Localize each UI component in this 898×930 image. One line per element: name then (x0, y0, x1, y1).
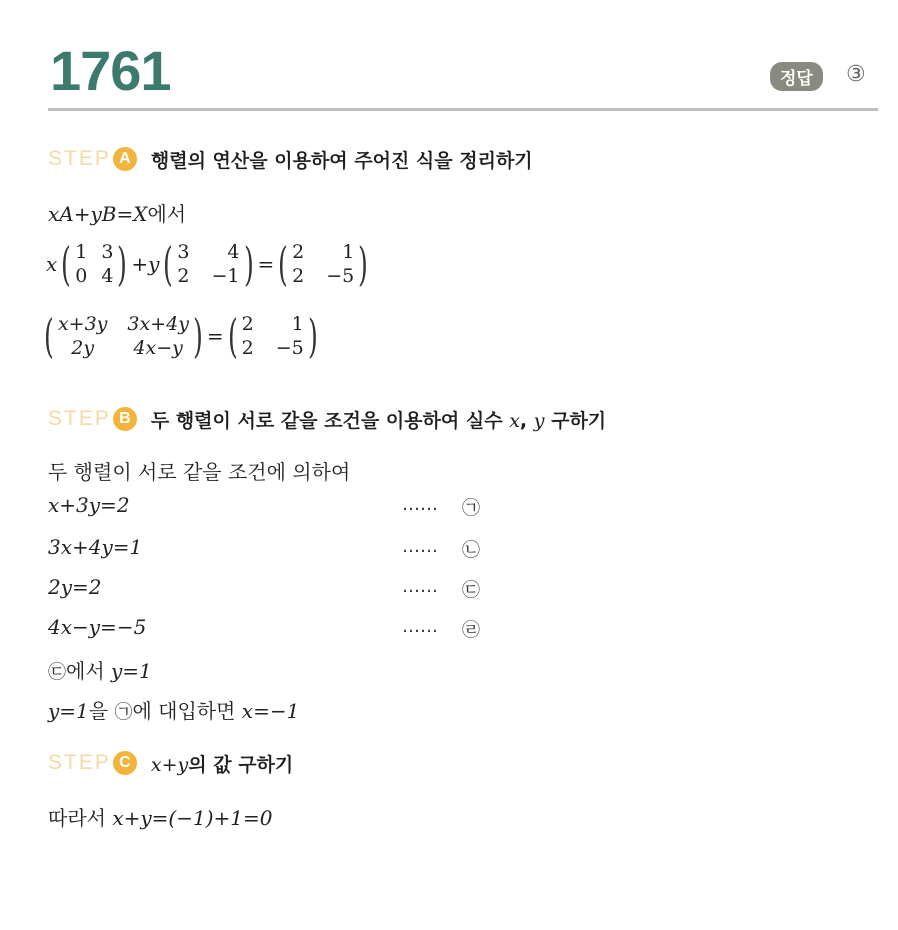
step-c-word: STEP (48, 751, 111, 774)
matrix-cell: 0 (75, 265, 88, 287)
step-b-word: STEP (48, 407, 111, 430)
equation-1-mark: ㉠ (462, 498, 480, 519)
matrix-cell: 1 (75, 241, 88, 263)
line-b-intro: 두 행렬이 서로 같을 조건에 의하여 (48, 460, 351, 484)
matrix-1: ( 1 3 0 4 ) (61, 237, 128, 291)
equation-4: 4x−y=−5 (48, 615, 147, 639)
equation-4-mark: ㉣ (462, 620, 480, 641)
line-b6-text1: 을 (88, 699, 115, 723)
matrix-cell: x+3y (57, 313, 108, 335)
matrix-cell: 2 (177, 265, 190, 287)
line-b5-text: 에서 (66, 659, 111, 683)
matrix-cell: 4 (101, 265, 114, 287)
line-b5 (48, 655, 152, 684)
matrix-cell: 1 (291, 313, 304, 335)
step-c-math: x+y (150, 753, 189, 776)
matrix-cell: 2 (241, 313, 254, 335)
matrix-equation-1 (46, 237, 372, 291)
line-b6-math1: y=1 (48, 699, 89, 723)
line-b6-mark: ㉠ (114, 702, 133, 723)
line-b5-mark: ㉢ (48, 662, 66, 683)
matrix-cell: 2 (292, 265, 305, 287)
step-c-title-post: 의 값 구하기 (188, 753, 294, 776)
line-b5-math: y=1 (111, 659, 152, 683)
matrix-5: ( 2 1 2 −5 ) (227, 309, 318, 363)
equation-3-dots: …… (402, 576, 438, 597)
answer-badge: 정답 (770, 62, 823, 91)
line-a1-text: 에서 (147, 202, 187, 226)
eq2-equals: = (206, 324, 224, 348)
matrix-cell: −5 (326, 265, 355, 287)
line-c1 (48, 802, 272, 831)
line-c1-math: x+y=(−1)+1=0 (112, 806, 273, 830)
equation-3: 2y=2 (48, 575, 102, 599)
equation-2: 3x+4y=1 (48, 535, 143, 559)
answer-value: ③ (846, 62, 866, 87)
problem-number: 1761 (50, 39, 171, 102)
header-divider (48, 108, 878, 111)
equation-1: x+3y=2 (48, 493, 130, 517)
step-c-badge: C (113, 751, 137, 775)
eq1-x: x (46, 252, 58, 276)
line-b6 (48, 695, 299, 724)
line-b6-math2: x=−1 (241, 699, 300, 723)
line-a1 (48, 198, 186, 227)
step-a-heading (48, 142, 533, 176)
step-b-title-pre: 두 행렬이 서로 같을 조건을 이용하여 실수 (150, 409, 510, 432)
matrix-cell: −1 (211, 265, 240, 287)
step-b-title (151, 406, 606, 433)
matrix-4: ( x+3y 3x+4y 2y 4x−y ) (44, 309, 203, 363)
matrix-2: ( 3 4 2 −1 ) (163, 237, 254, 291)
matrix-cell: 3 (177, 241, 190, 263)
step-b-x: x (509, 409, 520, 432)
line-a1-math: xA+yB=X (48, 202, 148, 226)
matrix-equation-2 (40, 309, 322, 363)
matrix-cell: 3x+4y (127, 313, 189, 335)
matrix-cell: 1 (342, 241, 355, 263)
step-a-badge: A (113, 147, 137, 171)
step-a-word: STEP (48, 147, 111, 170)
equation-2-mark: ㉡ (462, 540, 480, 561)
equation-4-dots: …… (402, 616, 438, 637)
matrix-cell: 4 (227, 241, 240, 263)
step-a-title: 행렬의 연산을 이용하여 주어진 식을 정리하기 (150, 149, 533, 172)
line-c1-text: 따라서 (48, 806, 113, 830)
step-c-heading (48, 746, 293, 780)
matrix-cell: 4x−y (133, 337, 183, 359)
equation-1-dots: …… (402, 494, 438, 515)
equation-3-mark: ㉢ (462, 580, 480, 601)
eq1-equals: = (257, 252, 275, 276)
matrix-cell: 2 (241, 337, 254, 359)
line-b6-text2: 에 대입하면 (132, 699, 242, 723)
step-b-comma: , (519, 409, 534, 432)
step-b-title-post: 구하기 (544, 409, 607, 432)
matrix-3: ( 2 1 2 −5 ) (278, 237, 369, 291)
step-b-y: y (533, 409, 545, 432)
matrix-cell: 2 (292, 241, 305, 263)
eq1-plus-y: +y (131, 252, 160, 276)
matrix-cell: 3 (101, 241, 114, 263)
matrix-cell: −5 (275, 337, 304, 359)
step-b-heading (48, 402, 606, 436)
step-c-title (151, 750, 293, 777)
matrix-cell: 2y (71, 337, 95, 359)
step-b-badge: B (113, 407, 137, 431)
equation-2-dots: …… (402, 536, 438, 557)
